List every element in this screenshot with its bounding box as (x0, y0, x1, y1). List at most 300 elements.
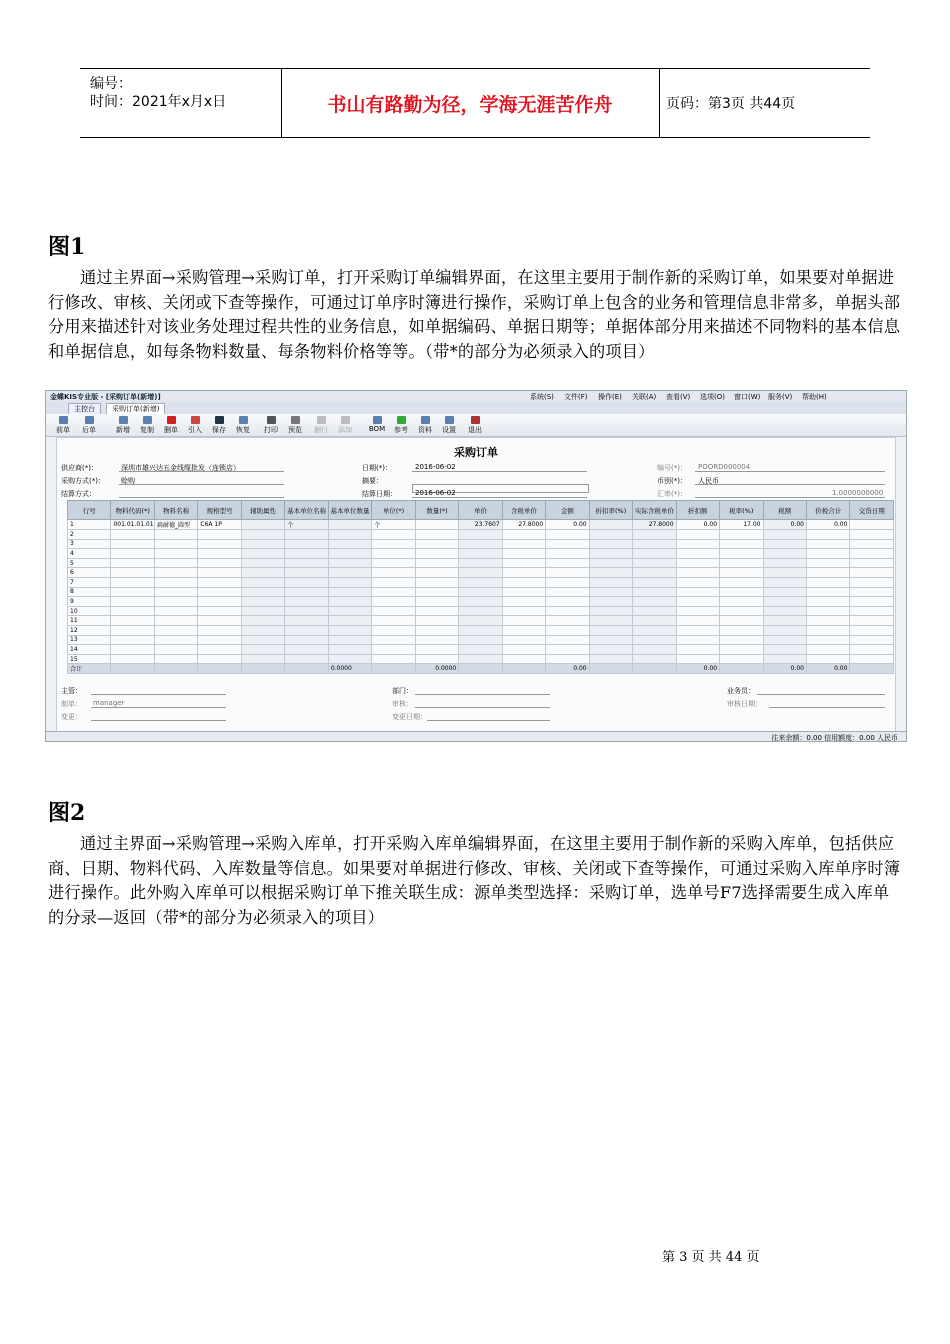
table-cell[interactable] (676, 597, 719, 607)
table-cell[interactable] (850, 664, 894, 674)
table-cell[interactable] (285, 606, 328, 616)
manager-field[interactable] (91, 694, 226, 695)
table-cell[interactable] (720, 577, 763, 587)
table-cell[interactable] (589, 577, 632, 587)
table-cell[interactable] (111, 625, 154, 635)
table-cell[interactable] (676, 645, 719, 655)
table-cell[interactable]: 001.01.01.01 (111, 520, 154, 530)
table-cell[interactable] (459, 635, 502, 645)
table-cell[interactable] (285, 587, 328, 597)
table-row[interactable] (68, 568, 894, 578)
table-cell[interactable] (372, 635, 415, 645)
table-cell[interactable] (415, 635, 458, 645)
table-cell[interactable] (633, 587, 676, 597)
table-cell[interactable] (763, 558, 806, 568)
table-cell[interactable] (241, 597, 284, 607)
table-cell[interactable] (806, 625, 849, 635)
table-cell[interactable] (415, 625, 458, 635)
table-cell[interactable] (328, 577, 371, 587)
menu-item[interactable]: 系统(S) (530, 393, 554, 401)
table-cell[interactable] (198, 625, 241, 635)
table-cell[interactable] (806, 530, 849, 540)
table-cell[interactable] (328, 654, 371, 664)
table-cell[interactable] (198, 616, 241, 626)
table-cell[interactable] (546, 635, 589, 645)
table-cell[interactable] (111, 664, 154, 674)
table-cell[interactable] (241, 645, 284, 655)
column-header[interactable]: 含税单价 (502, 501, 545, 520)
table-cell[interactable] (459, 568, 502, 578)
table-cell[interactable] (720, 597, 763, 607)
table-cell[interactable] (720, 587, 763, 597)
table-cell[interactable] (111, 568, 154, 578)
column-header[interactable]: 税率(%) (720, 501, 763, 520)
table-cell[interactable] (676, 654, 719, 664)
column-header[interactable]: 基本单位数量 (328, 501, 371, 520)
purchase-mode-field[interactable] (119, 484, 284, 485)
table-cell[interactable] (328, 568, 371, 578)
table-cell[interactable] (850, 530, 894, 540)
table-cell[interactable] (372, 587, 415, 597)
row-number[interactable]: 13 (68, 635, 111, 645)
row-number[interactable]: 10 (68, 606, 111, 616)
tab-purchase-order[interactable]: 采购订单(新增) (106, 403, 165, 415)
column-header[interactable]: 交货日期 (850, 501, 894, 520)
table-cell[interactable] (241, 654, 284, 664)
table-cell[interactable]: 0.00 (546, 664, 589, 674)
table-cell[interactable] (676, 616, 719, 626)
column-header[interactable]: 物料名称 (154, 501, 197, 520)
table-cell[interactable] (546, 530, 589, 540)
table-cell[interactable] (546, 616, 589, 626)
table-cell[interactable] (806, 539, 849, 549)
table-cell[interactable] (589, 530, 632, 540)
toolbar-button[interactable]: 引入 (184, 416, 206, 435)
table-row[interactable] (68, 625, 894, 635)
table-cell[interactable] (589, 645, 632, 655)
table-cell[interactable] (676, 549, 719, 559)
table-cell[interactable] (720, 625, 763, 635)
table-cell[interactable] (459, 625, 502, 635)
table-cell[interactable] (633, 654, 676, 664)
table-cell[interactable]: 合计 (68, 664, 111, 674)
clerk-field[interactable] (757, 694, 885, 695)
table-cell[interactable] (720, 568, 763, 578)
menu-item[interactable]: 窗口(W) (734, 393, 761, 401)
table-cell[interactable] (154, 577, 197, 587)
table-cell[interactable] (850, 587, 894, 597)
table-cell[interactable] (720, 530, 763, 540)
table-cell[interactable] (806, 616, 849, 626)
table-cell[interactable] (111, 530, 154, 540)
table-cell[interactable] (546, 645, 589, 655)
table-cell[interactable] (633, 606, 676, 616)
table-cell[interactable] (328, 597, 371, 607)
table-cell[interactable] (285, 577, 328, 587)
table-cell[interactable] (328, 616, 371, 626)
table-row[interactable] (68, 577, 894, 587)
table-cell[interactable]: 1 (68, 520, 111, 530)
table-cell[interactable] (763, 635, 806, 645)
table-cell[interactable] (198, 587, 241, 597)
table-cell[interactable] (154, 587, 197, 597)
table-cell[interactable] (154, 549, 197, 559)
table-cell[interactable] (720, 635, 763, 645)
table-cell[interactable] (111, 577, 154, 587)
row-number[interactable]: 6 (68, 568, 111, 578)
table-cell[interactable] (285, 654, 328, 664)
table-cell[interactable] (372, 597, 415, 607)
table-cell[interactable] (241, 577, 284, 587)
column-header[interactable]: 单价 (459, 501, 502, 520)
table-cell[interactable] (546, 625, 589, 635)
column-header[interactable]: 基本单位名称 (285, 501, 328, 520)
table-cell[interactable] (241, 520, 284, 530)
table-cell[interactable] (415, 520, 458, 530)
table-cell[interactable] (328, 549, 371, 559)
table-cell[interactable] (285, 549, 328, 559)
table-cell[interactable] (763, 587, 806, 597)
table-cell[interactable] (372, 558, 415, 568)
table-cell[interactable]: 0.00 (763, 520, 806, 530)
row-number[interactable]: 15 (68, 654, 111, 664)
table-cell[interactable] (850, 645, 894, 655)
table-cell[interactable] (720, 539, 763, 549)
table-cell[interactable] (633, 549, 676, 559)
table-cell[interactable] (459, 549, 502, 559)
table-cell[interactable]: 0.00 (676, 520, 719, 530)
table-cell[interactable] (328, 625, 371, 635)
toolbar-button[interactable]: 删单 (160, 416, 182, 435)
number-field[interactable] (695, 471, 885, 472)
table-row[interactable] (68, 606, 894, 616)
row-number[interactable]: 4 (68, 549, 111, 559)
table-cell[interactable] (850, 654, 894, 664)
column-header[interactable]: 物料代码(*) (111, 501, 154, 520)
table-cell[interactable] (459, 530, 502, 540)
menu-item[interactable]: 操作(E) (598, 393, 622, 401)
table-cell[interactable] (111, 635, 154, 645)
table-cell[interactable] (459, 645, 502, 655)
menu-item[interactable]: 关联(A) (632, 393, 657, 401)
column-header[interactable]: 折扣率(%) (589, 501, 632, 520)
toolbar-button[interactable]: BOM (366, 416, 388, 433)
table-row[interactable] (68, 558, 894, 568)
table-cell[interactable] (589, 520, 632, 530)
column-header[interactable]: 税额 (763, 501, 806, 520)
table-cell[interactable] (633, 597, 676, 607)
table-cell[interactable] (285, 616, 328, 626)
menu-item[interactable]: 文件(F) (564, 393, 588, 401)
table-cell[interactable] (806, 654, 849, 664)
table-row[interactable] (68, 530, 894, 540)
table-cell[interactable] (589, 635, 632, 645)
table-cell[interactable] (763, 645, 806, 655)
table-cell[interactable] (633, 568, 676, 578)
table-cell[interactable] (546, 587, 589, 597)
table-cell[interactable] (241, 539, 284, 549)
table-cell[interactable] (415, 597, 458, 607)
table-cell[interactable] (198, 549, 241, 559)
table-cell[interactable] (763, 549, 806, 559)
table-cell[interactable] (763, 568, 806, 578)
table-cell[interactable] (241, 549, 284, 559)
toolbar-button[interactable]: 新增 (112, 416, 134, 435)
table-cell[interactable]: 0.0000 (415, 664, 458, 674)
table-cell[interactable] (459, 539, 502, 549)
settle-date-field[interactable] (412, 497, 587, 498)
table-cell[interactable] (111, 654, 154, 664)
column-header[interactable]: 金额 (546, 501, 589, 520)
table-cell[interactable] (415, 558, 458, 568)
table-cell[interactable] (415, 577, 458, 587)
table-cell[interactable] (806, 568, 849, 578)
row-number[interactable]: 3 (68, 539, 111, 549)
table-cell[interactable] (763, 606, 806, 616)
table-cell[interactable] (415, 568, 458, 578)
row-number[interactable]: 8 (68, 587, 111, 597)
table-cell[interactable] (241, 616, 284, 626)
table-cell[interactable] (372, 549, 415, 559)
table-cell[interactable] (328, 539, 371, 549)
table-cell[interactable]: C6A 1P (198, 520, 241, 530)
table-cell[interactable] (850, 549, 894, 559)
table-cell[interactable] (241, 530, 284, 540)
table-cell[interactable] (111, 645, 154, 655)
table-cell[interactable] (763, 654, 806, 664)
table-row[interactable] (68, 549, 894, 559)
table-cell[interactable] (372, 577, 415, 587)
table-cell[interactable] (111, 597, 154, 607)
table-cell[interactable] (633, 530, 676, 540)
table-cell[interactable] (111, 558, 154, 568)
table-cell[interactable] (154, 558, 197, 568)
table-cell[interactable] (546, 606, 589, 616)
table-cell[interactable] (154, 654, 197, 664)
table-cell[interactable] (502, 587, 545, 597)
rate-field[interactable] (695, 497, 885, 498)
table-cell[interactable] (502, 645, 545, 655)
table-cell[interactable]: 0.00 (546, 520, 589, 530)
table-cell[interactable] (850, 616, 894, 626)
column-header[interactable]: 规格型号 (198, 501, 241, 520)
table-cell[interactable] (676, 568, 719, 578)
table-cell[interactable] (198, 664, 241, 674)
table-cell[interactable] (763, 597, 806, 607)
table-cell[interactable]: 个 (285, 520, 328, 530)
table-cell[interactable] (633, 625, 676, 635)
table-cell[interactable] (415, 616, 458, 626)
table-cell[interactable] (633, 616, 676, 626)
toolbar-button[interactable]: 资料 (414, 416, 436, 435)
row-number[interactable]: 9 (68, 597, 111, 607)
menu-item[interactable]: 查看(V) (666, 393, 691, 401)
column-header[interactable]: 辅助属性 (241, 501, 284, 520)
table-cell[interactable] (589, 587, 632, 597)
table-cell[interactable] (285, 645, 328, 655)
table-cell[interactable] (546, 577, 589, 587)
table-cell[interactable] (763, 616, 806, 626)
tab-home[interactable]: 主控台 (68, 403, 101, 415)
table-cell[interactable] (328, 606, 371, 616)
toolbar-button[interactable]: 保存 (208, 416, 230, 435)
table-cell[interactable] (285, 539, 328, 549)
table-cell[interactable] (502, 597, 545, 607)
table-cell[interactable] (241, 606, 284, 616)
row-number[interactable]: 12 (68, 625, 111, 635)
table-cell[interactable] (154, 606, 197, 616)
table-cell[interactable] (502, 616, 545, 626)
table-cell[interactable] (589, 606, 632, 616)
menu-item[interactable]: 帮助(H) (802, 393, 827, 401)
table-cell[interactable] (502, 568, 545, 578)
table-cell[interactable] (372, 568, 415, 578)
table-cell[interactable] (720, 664, 763, 674)
table-cell[interactable] (241, 558, 284, 568)
table-row[interactable] (68, 539, 894, 549)
table-cell[interactable] (676, 635, 719, 645)
table-row[interactable] (68, 616, 894, 626)
table-cell[interactable] (850, 577, 894, 587)
table-cell[interactable] (806, 587, 849, 597)
table-cell[interactable] (502, 530, 545, 540)
table-cell[interactable] (198, 568, 241, 578)
table-cell[interactable] (720, 606, 763, 616)
table-cell[interactable] (111, 539, 154, 549)
table-cell[interactable]: 0.00 (676, 664, 719, 674)
table-cell[interactable] (328, 587, 371, 597)
table-cell[interactable]: 27.8000 (502, 520, 545, 530)
table-cell[interactable] (154, 664, 197, 674)
row-number[interactable]: 14 (68, 645, 111, 655)
toolbar-button[interactable]: 添加 (334, 416, 356, 435)
table-cell[interactable] (372, 654, 415, 664)
table-cell[interactable] (589, 558, 632, 568)
table-cell[interactable] (372, 606, 415, 616)
table-cell[interactable] (546, 549, 589, 559)
toolbar-button[interactable]: 退出 (464, 416, 486, 435)
table-cell[interactable] (459, 587, 502, 597)
table-cell[interactable] (415, 606, 458, 616)
table-cell[interactable] (720, 616, 763, 626)
table-cell[interactable] (546, 654, 589, 664)
table-cell[interactable] (633, 558, 676, 568)
table-cell[interactable] (111, 606, 154, 616)
table-cell[interactable] (589, 539, 632, 549)
table-cell[interactable] (198, 558, 241, 568)
table-cell[interactable] (720, 645, 763, 655)
table-cell[interactable] (285, 635, 328, 645)
table-cell[interactable] (502, 654, 545, 664)
table-cell[interactable]: 0.00 (806, 664, 849, 674)
column-header[interactable]: 价税合计 (806, 501, 849, 520)
table-cell[interactable] (589, 654, 632, 664)
table-cell[interactable] (154, 568, 197, 578)
menu-item[interactable]: 选项(O) (700, 393, 725, 401)
table-cell[interactable]: 23.7607 (459, 520, 502, 530)
table-cell[interactable] (850, 625, 894, 635)
table-cell[interactable] (806, 549, 849, 559)
table-cell[interactable] (241, 635, 284, 645)
toolbar-button[interactable]: 前单 (52, 416, 74, 435)
table-cell[interactable] (415, 539, 458, 549)
table-cell[interactable] (415, 549, 458, 559)
table-cell[interactable] (111, 549, 154, 559)
table-cell[interactable] (502, 577, 545, 587)
table-cell[interactable] (372, 645, 415, 655)
toolbar-button[interactable]: 恢复 (232, 416, 254, 435)
table-cell[interactable] (676, 558, 719, 568)
table-cell[interactable] (372, 539, 415, 549)
toolbar-button[interactable]: 设置 (438, 416, 460, 435)
table-cell[interactable] (415, 530, 458, 540)
table-cell[interactable] (285, 664, 328, 674)
table-cell[interactable] (589, 597, 632, 607)
table-cell[interactable] (806, 577, 849, 587)
table-cell[interactable] (546, 539, 589, 549)
table-cell[interactable] (676, 606, 719, 616)
table-cell[interactable] (198, 654, 241, 664)
table-row[interactable] (68, 587, 894, 597)
toolbar-button[interactable]: 参考 (390, 416, 412, 435)
table-cell[interactable] (589, 568, 632, 578)
column-header[interactable]: 单位(*) (372, 501, 415, 520)
table-cell[interactable] (459, 597, 502, 607)
table-cell[interactable] (502, 635, 545, 645)
table-row[interactable] (68, 645, 894, 655)
table-cell[interactable]: 27.8000 (633, 520, 676, 530)
table-cell[interactable] (241, 568, 284, 578)
table-cell[interactable] (589, 664, 632, 674)
table-cell[interactable] (850, 568, 894, 578)
table-cell[interactable] (241, 587, 284, 597)
table-cell[interactable] (372, 530, 415, 540)
table-cell[interactable] (198, 635, 241, 645)
table-cell[interactable] (502, 539, 545, 549)
table-cell[interactable] (372, 664, 415, 674)
table-cell[interactable] (676, 587, 719, 597)
table-cell[interactable] (676, 577, 719, 587)
table-cell[interactable] (459, 654, 502, 664)
table-row[interactable] (68, 597, 894, 607)
table-cell[interactable] (502, 549, 545, 559)
table-cell[interactable] (676, 539, 719, 549)
table-cell[interactable] (633, 539, 676, 549)
table-cell[interactable] (154, 539, 197, 549)
table-row[interactable] (68, 635, 894, 645)
table-cell[interactable]: 17.00 (720, 520, 763, 530)
table-cell[interactable] (850, 558, 894, 568)
table-cell[interactable] (372, 616, 415, 626)
dept-field[interactable] (415, 694, 550, 695)
table-cell[interactable] (589, 616, 632, 626)
table-cell[interactable] (328, 530, 371, 540)
table-cell[interactable] (502, 664, 545, 674)
table-cell[interactable] (198, 606, 241, 616)
table-cell[interactable] (720, 654, 763, 664)
toolbar-button[interactable]: 复制 (136, 416, 158, 435)
table-cell[interactable] (154, 616, 197, 626)
table-cell[interactable] (502, 558, 545, 568)
table-cell[interactable] (459, 577, 502, 587)
date-field[interactable] (412, 471, 587, 472)
table-cell[interactable] (372, 625, 415, 635)
table-cell[interactable]: 个 (372, 520, 415, 530)
table-cell[interactable] (154, 597, 197, 607)
table-cell[interactable] (415, 587, 458, 597)
table-cell[interactable] (111, 587, 154, 597)
table-cell[interactable] (328, 645, 371, 655)
